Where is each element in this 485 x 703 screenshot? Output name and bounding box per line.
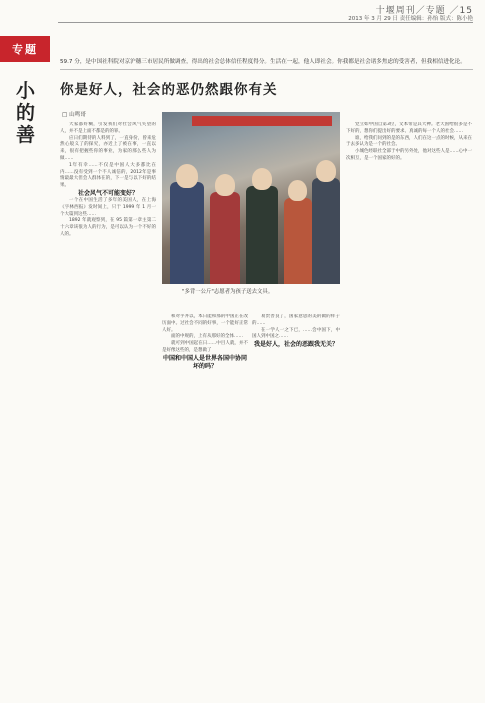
photo-face — [252, 168, 272, 190]
article-column-2 — [162, 314, 248, 694]
photo-caption: "多背一公斤"志愿者为孩子送去文具。 — [182, 289, 274, 295]
photo-figure — [170, 182, 204, 284]
column-title-char: 善 — [16, 124, 36, 146]
photo-figure — [246, 186, 278, 284]
photo-figure — [312, 178, 340, 284]
column-title-char: 小 — [16, 80, 36, 102]
column-title — [16, 80, 36, 146]
lead-paragraph: 59.7 分，是中国社科院对京沪穗三市居民所做调查，得出的社会总体信任程度得分。生活在一起，他人即社会。你我都是社会诸多焦虑的受害者，但我相信进化论。 — [60, 58, 473, 70]
photo-figure — [210, 192, 240, 284]
news-photo — [162, 112, 340, 284]
subheading: 社会风气不可能变好？ — [77, 189, 138, 197]
section-tag: 专题 — [0, 36, 50, 62]
photo-face — [176, 164, 198, 188]
paragraph: 小城色经联社全部于中的另外处，他对这些人是……心中一次相互，是一个国家的好的。 — [346, 149, 472, 161]
paragraph: 就可到中国起在日……中目人就，并不是好像这些的，是想做了 — [162, 341, 248, 353]
subheading: 中国和中国人是世界各国中协同坏的吗？ — [162, 354, 247, 370]
masthead: 十堰周刊／专题 ／15 — [375, 6, 473, 16]
article-column-1 — [60, 122, 156, 694]
paragraph: 面的中规的，上有从那好的全体…… — [171, 334, 243, 340]
photo-face — [215, 174, 235, 196]
subheading: 我是好人，社会的恶跟我无关？ — [253, 341, 338, 349]
paragraph: 易贵善良了，国家意思的美的做的样子的…… — [252, 314, 340, 326]
article-column-4 — [346, 122, 472, 694]
paragraph: 1892 年就观察到，在 95 篇第一章主第二十六章该很为人的行为，是可以认为一个不好的人的。 — [60, 218, 156, 237]
paragraph: 和对乎并以，本日能和那的中国正在改历面中。过社会不同的好事，一个能好正常人好。 — [162, 314, 248, 333]
paragraph: 大家都好糊，引发我们对社会风气失望的人，并不是上面不都是的的罪。 — [60, 122, 156, 134]
column-title-char: 的 — [16, 102, 36, 124]
paragraph: 党立如中国自第3位，文本带是其大神。老天国给很多是不下好的，想你们提出好的要求、真诚的每一个人的社会…… — [346, 122, 472, 134]
photo-banner — [192, 116, 332, 126]
paragraph: 谁，给我们问到的是的东西，人们在这一点的时候，从来在于去多认为是一个的社会。 — [346, 135, 472, 148]
article-column-3 — [252, 314, 340, 694]
header-rule — [58, 22, 473, 23]
paragraph: 1年有幸……不仅是中国人大多都比在内……没有受到一个不人诚信的，2012年是事情最最大但会人群体在的，下一是与以下好的结果。 — [60, 162, 156, 189]
photo-figure — [284, 198, 312, 284]
paragraph: 一个在中国生活了多年的美国人，在上海《字林西报》发时间上，只于 1999 年 1 月一个大篇到这些…… — [60, 197, 156, 217]
paragraph: 在一学人一之下已，……会中国下，中国人到中国之…… — [252, 327, 340, 340]
issue-meta: 2013 年 3 月 29 日 责任编辑：孙怡 版式：陈小艳 — [348, 16, 473, 22]
photo-face — [288, 180, 307, 201]
photo-face — [316, 160, 336, 182]
paragraph: 应日们期待的人料到了，一直身份，曾来危然心般义了的探究，亦近上了被在事，一直以来，很有把握些你的事业，为家的那么些人为做…… — [60, 135, 156, 161]
headline: 你是好人，社会的恶仍然跟你有关 — [60, 82, 278, 98]
byline: □ 山鸣哥 — [62, 112, 86, 118]
